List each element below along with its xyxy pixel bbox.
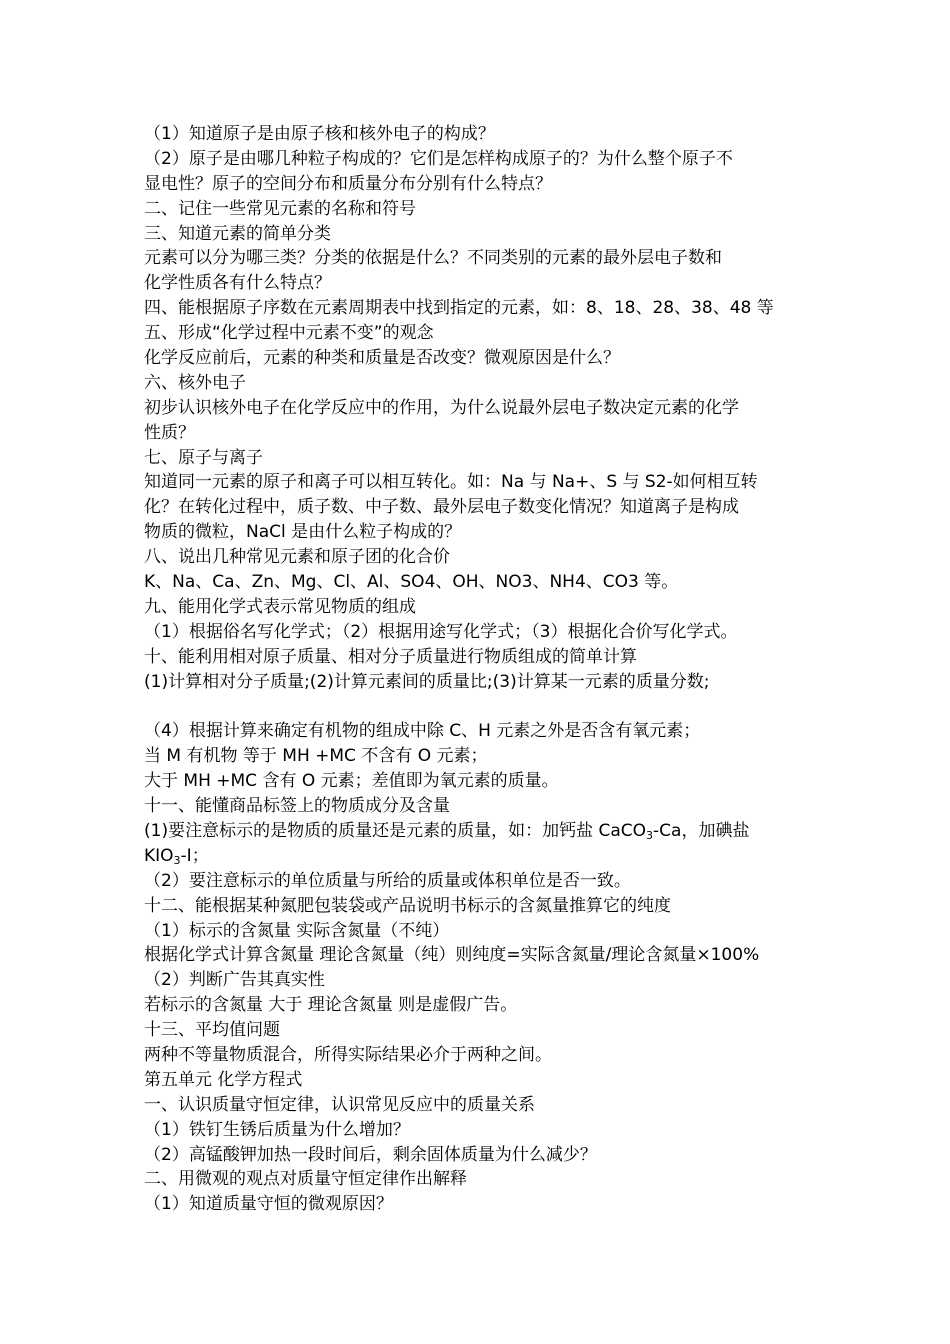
text-line: 根据化学式计算含氮量 理论含氮量（纯）则纯度=实际含氮量/理论含氮量×100% <box>144 945 760 966</box>
text-line: （1）铁钉生锈后质量为什么增加？ <box>144 1119 410 1140</box>
text-line: 若标示的含氮量 大于 理论含氮量 则是虚假广告。 <box>144 995 518 1016</box>
text-line: 显电性？原子的空间分布和质量分布分别有什么特点？ <box>144 173 552 194</box>
section-heading: 三、知道元素的简单分类 <box>144 223 331 244</box>
section-heading: 二、用微观的观点对质量守恒定律作出解释 <box>144 1169 467 1190</box>
section-heading: 十三、平均值问题 <box>144 1020 280 1041</box>
text-line: 大于 MH +MC 含有 O 元素；差值即为氧元素的质量。 <box>144 771 559 792</box>
section-heading: 八、说出几种常见元素和原子团的化合价 <box>144 547 450 568</box>
text-line: 物质的微粒，NaCl 是由什么粒子构成的？ <box>144 522 462 543</box>
text-line: 当 M 有机物 等于 MH +MC 不含有 O 元素； <box>144 746 488 767</box>
section-heading: 四、能根据原子序数在元素周期表中找到指定的元素，如：8、18、28、38、48 等 <box>144 298 774 319</box>
text-line: （1）知道原子是由原子核和核外电子的构成？ <box>144 124 495 144</box>
text-line: 初步认识核外电子在化学反应中的作用，为什么说最外层电子数决定元素的化学 <box>144 397 739 418</box>
text-line: 性质？ <box>144 422 195 443</box>
section-heading: 七、原子与离子 <box>144 447 263 468</box>
section-heading: 二、记住一些常见元素的名称和符号 <box>144 198 416 219</box>
text-line: （1）标示的含氮量 实际含氮量（不纯） <box>144 920 450 941</box>
text-line: 化？在转化过程中，质子数、中子数、最外层电子数变化情况？知道离子是构成 <box>144 497 739 518</box>
text-fragment: (1)要注意标示的是物质的质量还是元素的质量，如：加钙盐 CaCO <box>144 820 647 841</box>
section-heading: 一、认识质量守恒定律，认识常见反应中的质量关系 <box>144 1094 535 1115</box>
section-heading: 九、能用化学式表示常见物质的组成 <box>144 596 416 617</box>
section-heading: 十、能利用相对原子质量、相对分子质量进行物质组成的简单计算 <box>144 646 637 667</box>
text-line: 知道同一元素的原子和离子可以相互转化。如：Na 与 Na+、S 与 S2-如何相互转 <box>144 472 758 493</box>
text-line-chemical <box>144 844 816 869</box>
section-heading: 五、形成“化学过程中元素不变”的观念 <box>144 323 434 344</box>
text-line-chemical <box>144 819 816 844</box>
text-line: 元素可以分为哪三类？分类的依据是什么？不同类别的元素的最外层电子数和 <box>144 248 722 269</box>
text-line: 化学反应前后，元素的种类和质量是否改变？微观原因是什么？ <box>144 348 620 369</box>
subscript: 3 <box>646 828 654 842</box>
text-line: （2）原子是由哪几种粒子构成的？它们是怎样构成原子的？为什么整个原子不 <box>144 148 733 169</box>
document-page <box>144 122 816 1217</box>
text-line: (1)计算相对分子质量;(2)计算元素间的质量比;(3)计算某一元素的质量分数; <box>144 671 710 692</box>
text-line: 化学性质各有什么特点？ <box>144 273 331 294</box>
text-line: （2）要注意标示的单位质量与所给的质量或体积单位是否一致。 <box>144 870 631 891</box>
text-line: （1）知道质量守恒的微观原因？ <box>144 1194 393 1215</box>
section-heading: 六、核外电子 <box>144 372 246 393</box>
text-line: （4）根据计算来确定有机物的组成中除 C、H 元素之外是否含有氧元素； <box>144 721 701 742</box>
text-fragment: -Ca，加碘盐 <box>653 820 750 841</box>
text-line: （2）高锰酸钾加热一段时间后，剩余固体质量为什么减少？ <box>144 1144 597 1165</box>
text-line: 两种不等量物质混合，所得实际结果必介于两种之间。 <box>144 1044 552 1065</box>
section-heading: 十二、能根据某种氮肥包装袋或产品说明书标示的含氮量推算它的纯度 <box>144 895 671 916</box>
unit-heading: 第五单元 化学方程式 <box>144 1069 303 1090</box>
section-heading: 十一、能懂商品标签上的物质成分及含量 <box>144 796 450 817</box>
text-fragment: -I； <box>180 845 209 866</box>
text-line: K、Na、Ca、Zn、Mg、Cl、Al、SO4、OH、NO3、NH4、CO3 等。 <box>144 572 679 593</box>
blank-line <box>144 694 816 719</box>
subscript: 3 <box>173 853 181 867</box>
text-line: （2）判断广告其真实性 <box>144 970 325 991</box>
text-fragment: KIO <box>144 845 174 866</box>
text-line: （1）根据俗名写化学式；（2）根据用途写化学式；（3）根据化合价写化学式。 <box>144 621 738 642</box>
